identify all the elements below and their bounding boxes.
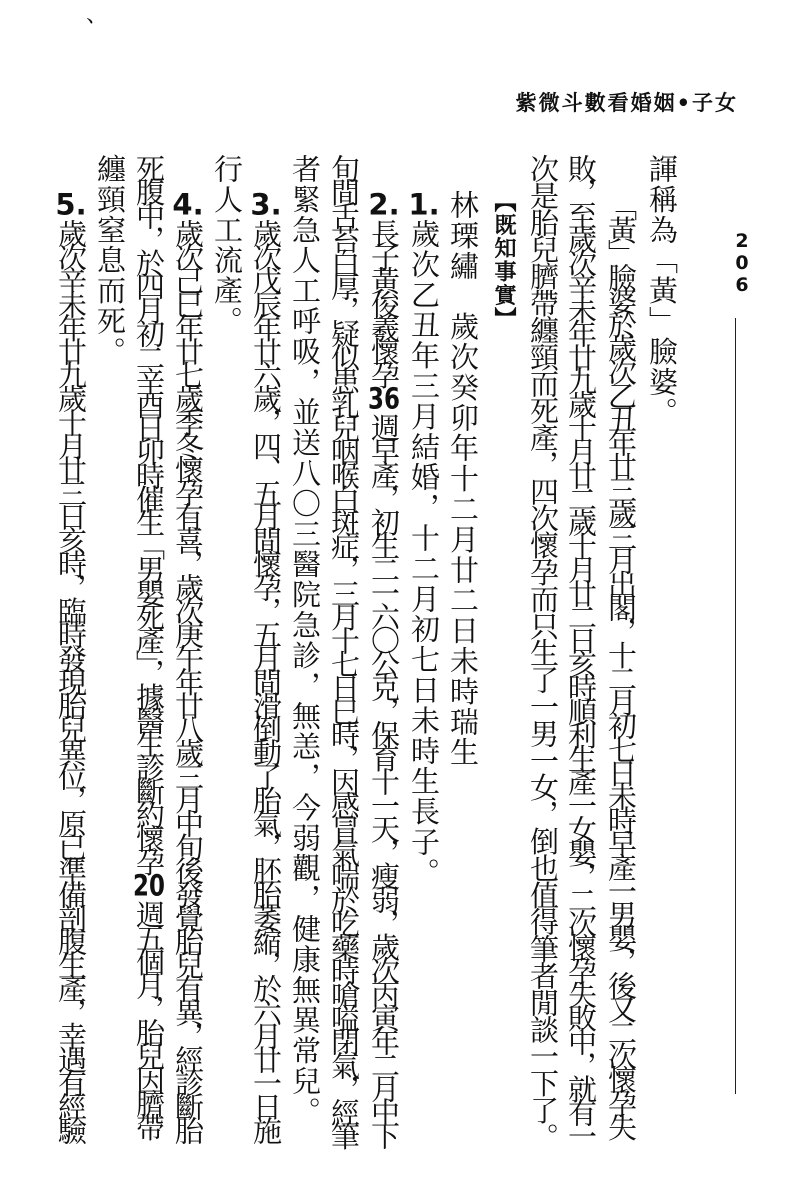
list-item-4 (172, 190, 204, 1139)
column-text: 週早產，初生二一六〇公克，保育十一天，瘦弱，歲次丙寅年二月中下 (367, 413, 401, 1145)
text-column-10 (289, 154, 321, 1127)
list-item-2 (368, 190, 400, 1145)
item-number: 4. (172, 190, 204, 219)
column-text: 旬間舌苔白厚，疑似患乳兒咽喉白斑症，三月十七日巳時，因感冒氣喘於吃藥時嗆嗌閉氣，經筆 (327, 154, 361, 1146)
item-figure: 36 (368, 384, 400, 414)
text-column-3 (565, 154, 597, 1145)
corner-mark: 、 (86, 3, 109, 28)
item-number: 3. (250, 190, 282, 219)
list-item-1 (408, 190, 440, 888)
column-text: 歲次己巳年廿七歲季冬懷孕有喜，歲次庚午年廿八歲三月中旬後發覺胎兒有異，經診斷胎 (171, 219, 205, 1140)
text-column-6 (447, 190, 479, 768)
section-heading (487, 190, 519, 330)
item-figure: 20 (133, 871, 165, 901)
column-text: 歲次辛未年廿九歲十月廿三日亥時，臨時發現胎兒異位，原已準備剖腹生產，幸遇有經驗 (54, 219, 88, 1140)
column-text: 行人工流產。 (210, 154, 244, 337)
column-text: 週五個月，胎兒因臍帶 (132, 900, 166, 1137)
column-text: 死腹中，於四月初二辛酉日卯時催生「男嬰死產」，據醫生診斷約懷孕 (132, 154, 166, 872)
section-tag: 【既知事實】 (491, 190, 516, 331)
text-column-2 (605, 192, 637, 1136)
item-number: 2. (368, 190, 400, 219)
list-item-5 (55, 190, 87, 1139)
column-text: 林瑮繡 歲次癸卯年十二月廿二日未時瑞生 (446, 190, 480, 768)
text-column-4 (527, 154, 559, 1149)
text-column-1 (646, 154, 678, 428)
text-column-15 (94, 154, 126, 367)
column-text: 敗，至歲次辛未年廿九歲十月廿二歲十月廿二日亥時順利生產一女嬰，二次懷孕失敗中，就有一 (564, 154, 598, 1146)
column-text: 諢稱為「黃」臉婆。 (645, 154, 679, 428)
column-text: 歲次乙丑年三月結婚，十二月初七日未時生長子。 (407, 219, 441, 888)
text-column-12 (211, 154, 243, 336)
column-text: 纏頸窒息而死。 (93, 154, 127, 367)
list-item-3 (250, 190, 282, 1139)
column-text: 者緊急人工呼吸，並送八〇三醫院急診，無恙，今弱觀，健康無異常兒。 (288, 154, 322, 1127)
text-column-9 (328, 154, 360, 1145)
item-number: 5. (55, 190, 87, 219)
text-column-14 (133, 154, 165, 1136)
column-text: 長子黃俊羲懷孕 (367, 219, 401, 385)
header-rule (735, 318, 736, 1094)
page-number: 206 (735, 230, 749, 296)
running-header: 紫微斗數看婚姻•子女 (515, 90, 738, 115)
column-text: 歲次戊辰年廿六歲，四、五月間懷孕，五月間滑倒動了胎氣，胚胎萎縮，於六月廿一日施 (249, 219, 283, 1140)
column-text: 「黃」臉婆於歲次乙丑年廿三歲三月出閣，十二月初七日未時早產一男嬰，後又二次懷孕失 (604, 192, 638, 1137)
column-text: 次是胎兒臍帶纏頸而死產，四次懷孕而只生了一男一女，倒也值得筆者閒談一下了。 (526, 154, 560, 1150)
item-number: 1. (408, 190, 440, 219)
